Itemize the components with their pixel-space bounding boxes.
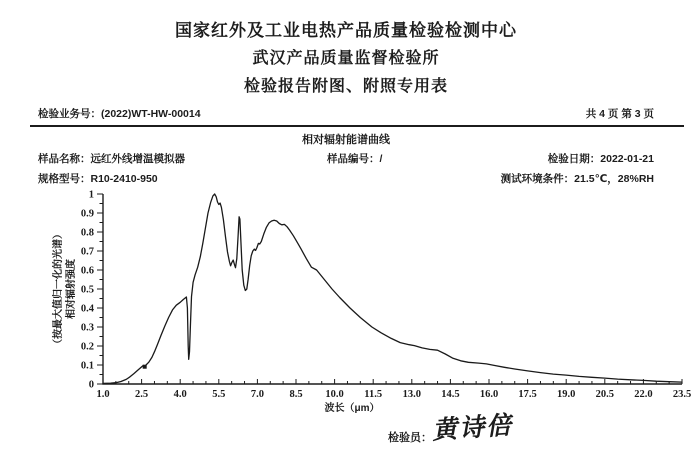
svg-text:1.0: 1.0 — [96, 389, 110, 400]
svg-text:4.0: 4.0 — [173, 389, 187, 400]
chart-section-title: 相对辐射能谱曲线 — [302, 134, 390, 146]
sample-name-field — [38, 151, 185, 166]
x-axis-tick-labels — [96, 389, 691, 400]
svg-text:7.0: 7.0 — [250, 389, 264, 400]
business-no-field — [38, 106, 201, 121]
x-axis-label: 波长（μm） — [324, 403, 380, 414]
business-no-value: (2022)WT-HW-00014 — [101, 108, 201, 120]
svg-text:20.5: 20.5 — [595, 389, 614, 400]
model-value: R10-2410-950 — [90, 173, 158, 185]
sample-no-label: 样品编号： — [327, 153, 380, 165]
divider-line — [30, 125, 684, 127]
sample-no-field — [327, 151, 382, 166]
svg-text:0.7: 0.7 — [80, 246, 94, 258]
svg-text:8.5: 8.5 — [289, 389, 303, 400]
test-date-field — [548, 151, 654, 166]
business-no-label: 检验业务号： — [38, 108, 101, 120]
model-field — [38, 171, 158, 186]
env-label: 测试环境条件： — [500, 173, 575, 185]
svg-text:0.5: 0.5 — [80, 284, 94, 296]
sample-no-value: / — [379, 153, 383, 165]
test-date-value: 2022-01-21 — [600, 153, 654, 165]
x-axis-ticks — [103, 379, 682, 384]
sample-name-label: 样品名称： — [38, 153, 91, 165]
page-indicator: 共 4 页 第 3 页 — [585, 108, 654, 120]
svg-text:2.5: 2.5 — [135, 389, 149, 400]
y-axis-label — [51, 229, 77, 349]
svg-text:0: 0 — [88, 379, 94, 391]
svg-text:1: 1 — [88, 189, 94, 201]
svg-text:23.5: 23.5 — [672, 389, 692, 400]
model-label: 规格型号： — [38, 173, 91, 185]
svg-text:0.3: 0.3 — [80, 322, 94, 334]
curve-marker — [143, 365, 147, 369]
org-title: 国家红外及工业电热产品质量检验检测中心 — [175, 21, 517, 40]
svg-text:0.4: 0.4 — [80, 303, 94, 315]
svg-text:0.1: 0.1 — [80, 360, 94, 372]
svg-text:14.5: 14.5 — [441, 389, 460, 400]
svg-text:0.9: 0.9 — [80, 208, 94, 220]
svg-text:0.6: 0.6 — [80, 265, 94, 277]
svg-text:5.5: 5.5 — [212, 389, 226, 400]
axis-lines — [103, 194, 682, 384]
sample-name-value: 远红外线增温模拟器 — [90, 153, 185, 165]
y-axis-ticks — [97, 194, 103, 384]
svg-text:相对辐射强度: 相对辐射强度 — [66, 259, 77, 319]
doc-title: 检验报告附图、附照专用表 — [243, 78, 448, 95]
svg-text:11.5: 11.5 — [364, 389, 383, 400]
svg-text:13.0: 13.0 — [402, 389, 421, 400]
svg-text:10.0: 10.0 — [325, 389, 344, 400]
inspector-label: 检验员： — [388, 432, 432, 444]
test-date-label: 检验日期： — [547, 153, 601, 165]
org-subtitle: 武汉产品质量监督检验所 — [252, 50, 440, 67]
spectrum-curve — [103, 194, 682, 383]
svg-text:0.2: 0.2 — [80, 341, 94, 353]
inspector-signature: 黄诗倍 — [431, 410, 515, 445]
svg-text:0.8: 0.8 — [80, 227, 94, 239]
svg-text:17.5: 17.5 — [518, 389, 537, 400]
spectrum-chart — [0, 186, 692, 422]
env-value: 21.5℃，28%RH — [574, 173, 654, 185]
svg-text:19.0: 19.0 — [557, 389, 576, 400]
env-field — [501, 171, 654, 186]
svg-text:22.0: 22.0 — [634, 389, 653, 400]
svg-text:16.0: 16.0 — [479, 389, 499, 400]
y-axis-tick-labels — [81, 190, 95, 391]
svg-text:（按最大值归一化的光谱）: （按最大值归一化的光谱） — [53, 229, 64, 349]
